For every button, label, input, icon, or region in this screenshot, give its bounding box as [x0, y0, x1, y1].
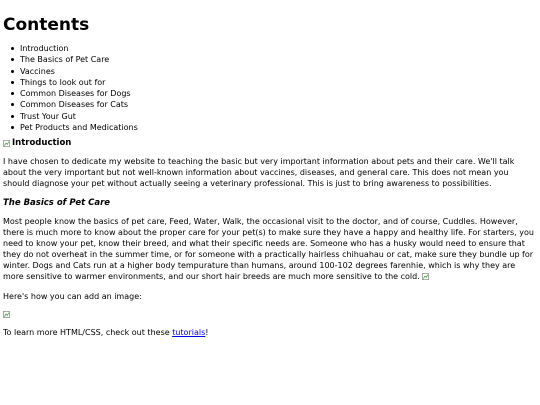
intro-heading — [3, 138, 537, 149]
tutorials-link[interactable]: tutorials — [172, 328, 206, 338]
page-title: Contents — [3, 15, 90, 35]
broken-image-icon — [422, 273, 429, 280]
toc-item-dog-diseases: Common Diseases for Dogs — [20, 88, 537, 99]
toc-item-basics: The Basics of Pet Care — [20, 54, 537, 65]
toc-item-introduction: Introduction — [20, 43, 537, 54]
toc-item-look-out: Things to look out for — [20, 77, 537, 88]
basics-heading: The Basics of Pet Care — [3, 198, 111, 209]
toc-item-trust-gut: Trust Your Gut — [20, 111, 537, 122]
toc-item-cat-diseases: Common Diseases for Cats — [20, 99, 537, 110]
footer-prefix: To learn more HTML/CSS, check out these — [3, 328, 173, 338]
footer-line — [3, 327, 537, 338]
basics-paragraph-text: Most people know the basics of pet care, Feed, Water, Walk, the occasional visit to the doctor, and of course, Cuddles. However, there is much more to know about the proper care for your pet(s) to make sure they have a happy and healthy life. For starters, you need to know your pet, know their breed, and what their specific needs are. Someone who has a husky would need to ensure that they do not overheat in the summer time, or for someone with a practically hairless chihuahau or cat, make sure they bundle up for winter. Dogs and Cats run at a higher body tempurature than humans, around 100-102 degrees farenhie, which is why they are more sensitive to warmer environments, and our short hair breeds are much more sensitive to the cold. — [3, 217, 534, 282]
toc-item-products: Pet Products and Medications — [20, 122, 537, 133]
footer-suffix: ! — [205, 328, 209, 338]
toc-item-vaccines: Vaccines — [20, 66, 537, 77]
image-note: Here's how you can add an image: — [3, 292, 142, 302]
intro-paragraph: I have chosen to dedicate my website to teaching the basic but very important information about pets and their care. We'll talk about the very important but not well-known information about vaccines, diseases, and general care. This does not mean you should diagnose your pet without actually seeing a veterinary professional. This is just to bring awareness to possibilities. — [3, 157, 515, 189]
broken-image-icon — [3, 140, 10, 147]
table-of-contents — [3, 43, 537, 133]
broken-image-icon — [3, 311, 10, 318]
basics-paragraph — [3, 216, 537, 282]
intro-heading-text: Introduction — [12, 138, 72, 149]
